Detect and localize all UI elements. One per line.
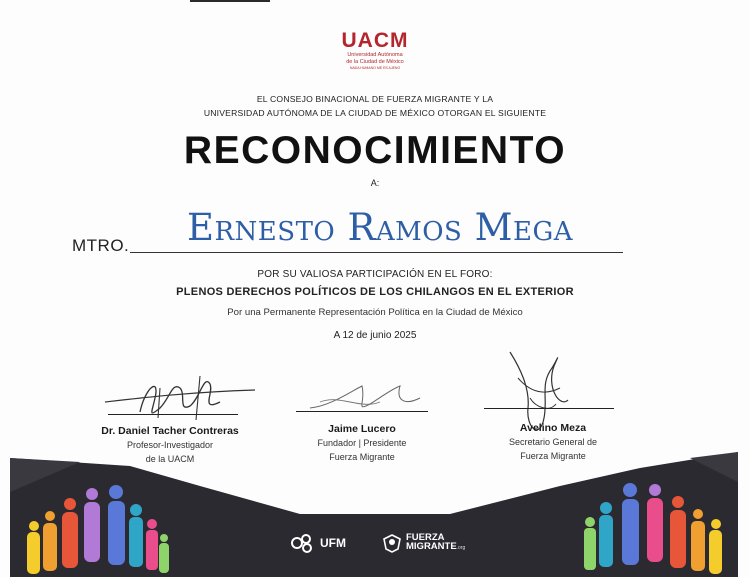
signatory-1-role-1: Profesor-Investigador (126, 440, 214, 450)
fuerza-migrante-emblem-icon (382, 533, 402, 553)
logo-motto: NADA HUMANO ME ES AJENO (349, 66, 401, 70)
ufm-logo (290, 528, 368, 558)
signature-1-icon (100, 368, 260, 424)
signatory-3-name: Avelino Meza (519, 422, 587, 434)
ufm-label: UFM (320, 536, 346, 550)
fm-domain: .org (456, 545, 466, 551)
forum-title: PLENOS DERECHOS POLÍTICOS DE LOS CHILANGOS EN EL EXTERIOR (176, 286, 574, 298)
logo-subtitle-2: de la Ciudad de México (346, 58, 404, 65)
signatory-2-name: Jaime Lucero (328, 423, 396, 435)
participation-text: POR SU VALIOSA PARTICIPACIÓN EN EL FORO: (257, 269, 493, 280)
signatory-3-role-2: Fuerza Migrante (520, 451, 586, 461)
scan-artifact (190, 0, 270, 2)
signatory-1-name: Dr. Daniel Tacher Contreras (101, 425, 239, 437)
logo-name: UACM (341, 29, 409, 52)
intro-line-1: EL CONSEJO BINACIONAL DE FUERZA MIGRANTE Y LA (256, 94, 494, 104)
signature-line-2 (296, 411, 428, 412)
uacm-logo (330, 30, 420, 70)
signatory-3-role-1: Secretario General de (508, 437, 598, 447)
to-label: A: (370, 178, 380, 188)
fm-label-2: MIGRANTE (406, 541, 457, 552)
fm-label-1: FUERZA (406, 532, 445, 543)
logo-subtitle-1: Universidad Autónoma (347, 52, 403, 58)
footer-band (0, 452, 750, 577)
honorific: MTRO. (72, 236, 130, 255)
signature-line-1 (108, 414, 238, 415)
ufm-emblem-icon (290, 532, 316, 554)
name-underline (130, 252, 623, 253)
certificate-title: RECONOCIMIENTO (183, 129, 567, 172)
issue-date: A 12 de junio 2025 (333, 330, 417, 341)
recipient-name: Ernesto Ramos Mega (186, 206, 574, 249)
fuerza-migrante-logo (382, 528, 472, 558)
intro-text (0, 92, 750, 120)
signatory-2-role-1: Fundador | Presidente (317, 438, 407, 448)
forum-subtitle: Por una Permanente Representación Política en la Ciudad de México (227, 307, 523, 318)
signatory-1-role-2: de la UACM (145, 454, 195, 464)
signatory-2-role-2: Fuerza Migrante (329, 452, 395, 462)
fm-label (406, 533, 465, 553)
signature-line-3 (484, 408, 614, 409)
intro-line-2: UNIVERSIDAD AUTÓNOMA DE LA CIUDAD DE MÉXICO OTORGAN EL SIGUIENTE (203, 108, 547, 118)
